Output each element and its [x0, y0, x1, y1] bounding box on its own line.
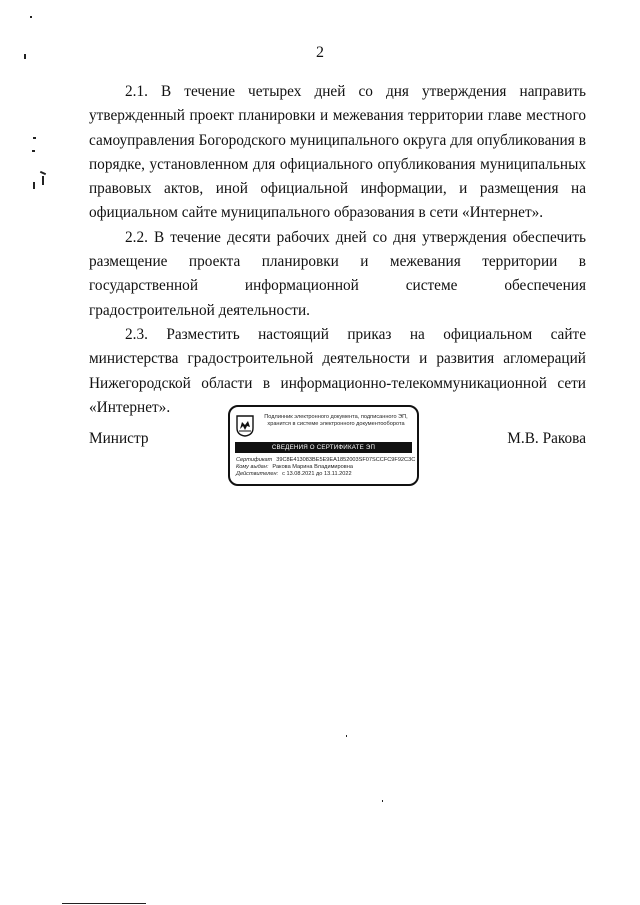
- stamp-header: СВЕДЕНИЯ О СЕРТИФИКАТЕ ЭП: [235, 442, 412, 453]
- scan-mark: [33, 182, 35, 189]
- document-body: [89, 80, 586, 420]
- scan-mark: [24, 54, 26, 59]
- scan-mark: [346, 735, 347, 737]
- scan-mark: [32, 150, 35, 152]
- signer-position: Министр: [89, 430, 149, 447]
- paragraph-2-2: 2.2. В течение десяти рабочих дней со дня утверждения обеспечить размещение проекта планировки и межевания территории в государственной информационной системе обеспечения градостроительной деятельности.: [89, 228, 586, 319]
- certificate-label: Сертификат: [236, 457, 273, 463]
- stamp-caption: Подлинник электронного документа, подписанного ЭП, хранится в системе электронного документооборота: [264, 414, 408, 427]
- valid-label: Действителен:: [236, 470, 279, 477]
- paragraph-2-3: 2.3. Разместить настоящий приказ на официальном сайте министерства градостроительной деятельности и развития агломераций Нижегородской области в информационно-телекоммуникационной сети «Интернет».: [89, 325, 586, 416]
- valid-value: с 13.08.2021 до 13.11.2022: [282, 470, 352, 477]
- electronic-signature-stamp: [228, 405, 419, 486]
- page-number: 2: [316, 44, 324, 61]
- scan-mark: [33, 137, 36, 139]
- certificate-value: 39C8E413083BE5E9EA1852003SF07SCCFC9F92C3C: [276, 457, 416, 463]
- stamp-issued-to-row: [236, 464, 414, 471]
- scan-mark: [40, 171, 46, 175]
- issued-to-value: Ракова Марина Владимировна: [272, 463, 353, 470]
- paragraph-2-1: 2.1. В течение четырех дней со дня утверждения направить утвержденный проект планировки и межевания территории главе местного самоуправления Богородского муниципального округа для опубликования в порядке, установленном для официального опубликования муниципальных правовых актов, иной официальной информации, и размещения на официальном сайте муниципального образования в сети «Интернет».: [89, 83, 586, 222]
- stamp-certificate-row: [236, 457, 414, 464]
- scan-mark: [42, 176, 44, 185]
- footnote-separator: [62, 903, 146, 904]
- issued-to-label: Кому выдан:: [236, 463, 269, 470]
- signer-name: М.В. Ракова: [507, 430, 586, 447]
- coat-of-arms-icon: [236, 415, 254, 437]
- stamp-valid-row: [236, 471, 414, 478]
- scan-mark: [30, 16, 32, 18]
- scan-mark: [382, 800, 383, 802]
